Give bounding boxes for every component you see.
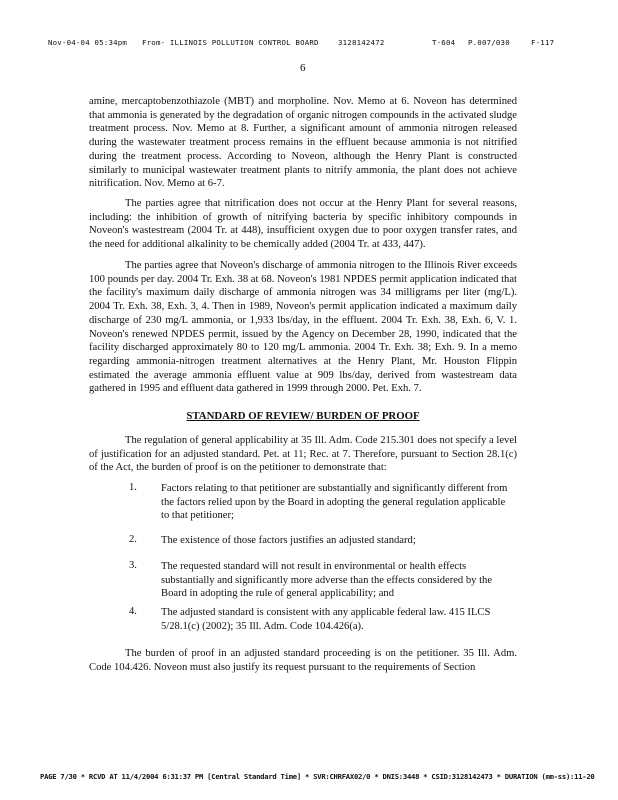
fax-transmission: T-604 — [432, 38, 456, 47]
fax-footer: PAGE 7/30 * RCVD AT 11/4/2004 6:31:37 PM [Central Standard Time] * SVR:CHRFAX02/0 * DNIS:3448 * CSID:3128142473 * DURATION (mm-ss):11-20 — [40, 772, 595, 781]
list-number: 1. — [129, 482, 137, 493]
paragraph-2: The parties agree that nitrification does not occur at the Henry Plant for several reasons, including: the inhibition of growth of nitrifying bacteria by specific inhibitory compounds in Noveon's wastestream (2004 Tr. at 448), insufficient oxygen due to poor oxygen transfer rates, and the need for additional alkalinity to be chemically added (2004 Tr. at 433, 447). — [89, 198, 517, 251]
list-text: The existence of those factors justifies an adjusted standard; — [161, 535, 416, 546]
paragraph-1: amine, mercaptobenzothiazole (MBT) and morpholine. Nov. Memo at 6. Noveon has determined that ammonia is generated by the degradation of organic nitrogen compounds in the activated sludge treatment process. Nov. Memo at 8. Further, a significant amount of ammonia nitrogen released during the wastewater treatment process remains in the effluent because ammonia is not nitrified during the treatment process. According to Noveon, although the Henry Plant is constructed similarly to municipal wastewater treatment plants to nitrify ammonia, the plant does not achieve nitrification. Nov. Memo at 6-7. — [89, 96, 517, 190]
list-text: The adjusted standard is consistent with any applicable federal law. 415 ILCS 5/28.1(c) (2002); 35 Ill. Adm. Code 104.426(a). — [161, 607, 491, 632]
fax-f-code: F-117 — [531, 38, 555, 47]
list-number: 3. — [129, 560, 137, 571]
page-number: 6 — [300, 62, 306, 74]
paragraph-5: The burden of proof in an adjusted standard proceeding is on the petitioner. 35 Ill. Adm. Code 104.426. Noveon must also justify its request pursuant to the requirements of Section — [89, 648, 517, 673]
fax-header — [48, 38, 596, 50]
fax-page-info: P.007/030 — [468, 38, 510, 47]
list-number: 4. — [129, 606, 137, 617]
fax-sender: From- ILLINOIS POLLUTION CONTROL BOARD — [142, 38, 319, 47]
paragraph-4: The regulation of general applicability at 35 Ill. Adm. Code 215.301 does not specify a level of justification for an adjusted standard. Pet. at 11; Rec. at 7. Therefore, pursuant to Section 28.1(c) of the Act, the burden of proof is on the petitioner to demonstrate that: — [89, 435, 517, 474]
list-text: The requested standard will not result in environmental or health effects substantially and significantly more adverse than the effects considered by the Board in adopting the rule of general applicability; and — [161, 561, 493, 599]
section-heading: STANDARD OF REVIEW/ BURDEN OF PROOF — [186, 410, 420, 422]
paragraph-3: The parties agree that Noveon's discharge of ammonia nitrogen to the Illinois River exceeds 100 pounds per day. 2004 Tr. Exh. 38 at 68. Noveon's 1981 NPDES permit application indicated that the facility's maximum daily discharge of ammonia nitrogen was 34 milligrams per liter (mg/L). 2004 Tr. Exh. 38, Exh. 3, 4. Then in 1989, Noveon's permit application indicated a maximum daily discharge of 230 mg/L ammonia, or 1,933 lbs/day, in the effluent. 2004 Tr. Exh. 38, Exh. 6, V. 1. Noveon's renewed NPDES permit, issued by the Agency on December 28, 1990, indicated that the facility discharged approximately 80 to 120 mg/L ammonia. 2004 Tr. Exh. 38; Exh. 9. In a memo regarding ammonia-nitrogen treatment alternatives at the Henry Plant, Mr. Houston Flippin estimated the average ammonia effluent value at 909 lbs/day, derived from wastestream data gathered in 1995 and effluent data gathered in 1999 through 2000. Pet. Exh. 7. — [89, 260, 517, 395]
list-number: 2. — [129, 534, 137, 545]
fax-date-time: Nov-04-04 05:34pm — [48, 38, 128, 47]
fax-phone: 3128142472 — [338, 38, 385, 47]
list-text: Factors relating to that petitioner are substantially and significantly different from the factors relied upon by the Board in adopting the general regulation applicable to that petitioner; — [161, 483, 508, 521]
